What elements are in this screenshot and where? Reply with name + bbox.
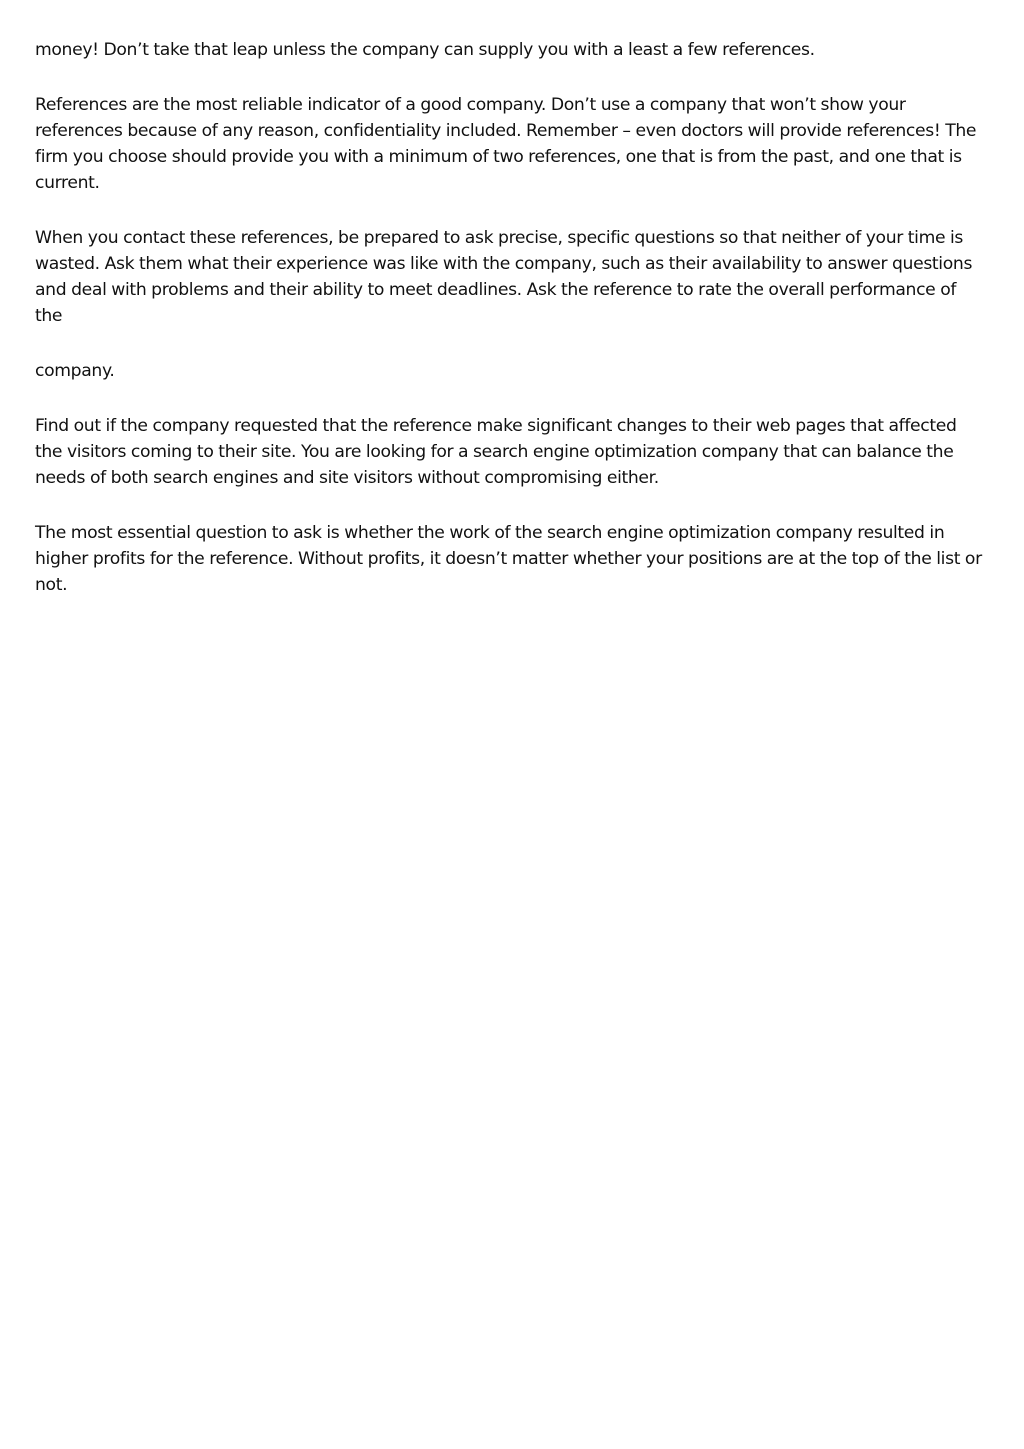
- paragraph-references-intro: money! Don’t take that leap unless the company can supply you with a least a few references.: [35, 40, 815, 60]
- paragraph-contact-references: When you contact these references, be prepared to ask precise, specific questions so that neither of your time is wasted. Ask them what their experience was like with the company, such as their availability to answer questions and deal with problems and their ability to meet deadlines. Ask the reference to rate the overall performance of the: [35, 228, 973, 326]
- paragraph-site-changes: Find out if the company requested that the reference make significant changes to their web pages that affected the visitors coming to their site. You are looking for a search engine optimization company that can balance the needs of both search engines and site visitors without compromising either.: [35, 416, 957, 488]
- paragraph-profits-question: The most essential question to ask is whether the work of the search engine optimization company resulted in higher profits for the reference. Without profits, it doesn’t matter whether your positions are at the top of the list or not.: [35, 523, 982, 595]
- document-body: [35, 37, 985, 627]
- paragraph-company-fragment: company.: [35, 361, 115, 381]
- paragraph-references-reliability: References are the most reliable indicator of a good company. Don’t use a company that won’t show your references because of any reason, confidentiality included. Remember – even doctors will provide references! The firm you choose should provide you with a minimum of two references, one that is from the past, and one that is current.: [35, 95, 977, 193]
